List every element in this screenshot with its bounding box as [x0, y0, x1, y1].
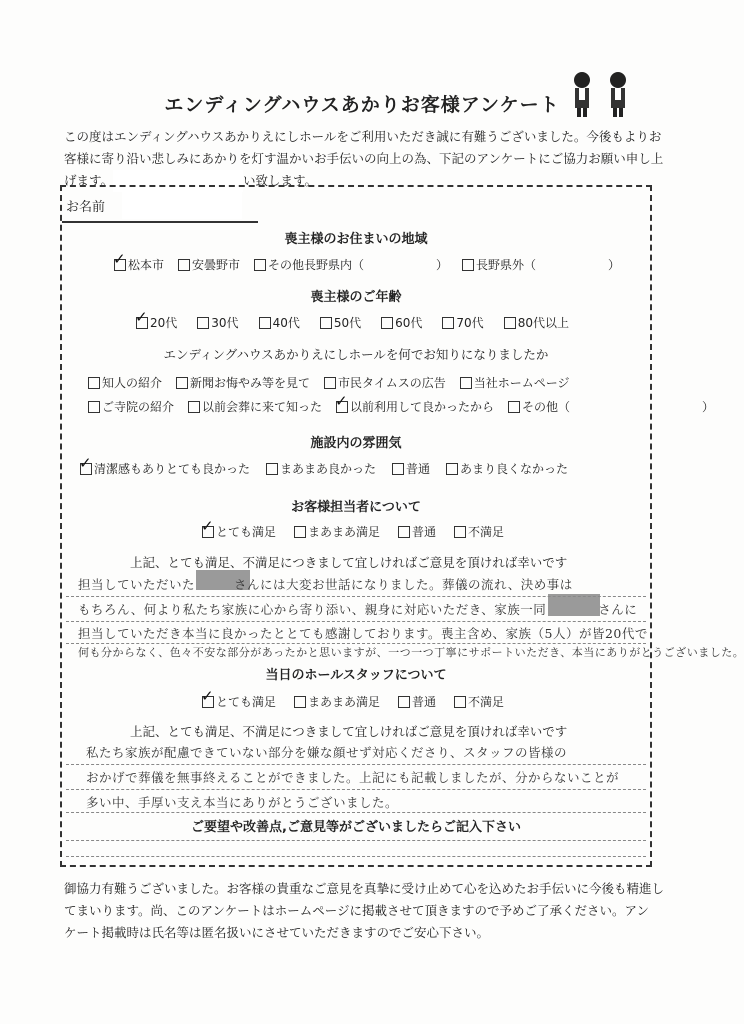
staff-comment-line: 何も分からなく、色々不安な部分があったかと思いますが、一つ一つ丁寧にサポートいただき、本当にありがとうございました。 — [78, 646, 744, 659]
source-option[interactable]: 知人の紹介 — [88, 374, 162, 391]
hall-options — [202, 693, 504, 710]
footer-line: 御協力有難うございました。お客様の貴重なご意見を真摯に受け止めて心を込めたお手伝いに今後も精進し — [64, 881, 665, 896]
line-rule — [66, 789, 646, 790]
intro-line: 客様に寄り沿い悲しみにあかりを灯す温かいお手伝いの向上の為、下記のアンケートにご協力お願い申し上 — [64, 151, 664, 166]
line-rule — [66, 812, 646, 813]
checkbox[interactable] — [259, 317, 271, 329]
source-option[interactable]: 以前会葬に来て知った — [188, 398, 322, 415]
checkbox[interactable] — [294, 526, 306, 538]
name-label: お名前 — [66, 200, 106, 215]
staff-comment-line: もちろん、何より私たち家族に心から寄り添い、親身に対応いただき、家族一同 さんに — [78, 602, 638, 617]
checkbox[interactable] — [454, 696, 466, 708]
checkbox[interactable] — [398, 526, 410, 538]
checkbox[interactable] — [188, 401, 200, 413]
staff-option[interactable]: 普通 — [398, 523, 436, 540]
checkbox[interactable] — [178, 259, 190, 271]
source-option[interactable]: 市民タイムスの広告 — [324, 374, 446, 391]
requests-heading: ご要望や改善点,ご意見等がございましたらご記入下さい — [191, 820, 521, 835]
line-rule — [66, 621, 646, 622]
hall-option[interactable]: 不満足 — [454, 693, 504, 710]
checkbox[interactable] — [381, 317, 393, 329]
age-heading: 喪主様のご年齢 — [310, 290, 402, 305]
page-title: エンディングハウスあかりお客様アンケート — [164, 94, 560, 116]
checkbox[interactable] — [508, 401, 520, 413]
checkbox[interactable] — [202, 526, 214, 538]
atmosphere-option[interactable]: まあまあ良かった — [266, 460, 376, 477]
age-option[interactable]: 50代 — [320, 314, 361, 331]
checkbox[interactable] — [88, 401, 100, 413]
checkbox[interactable] — [294, 696, 306, 708]
checkbox[interactable] — [336, 401, 348, 413]
checkbox[interactable] — [398, 696, 410, 708]
source-option[interactable]: ✓ 以前利用して良かったから — [336, 398, 494, 415]
checkbox[interactable] — [442, 317, 454, 329]
checkbox[interactable] — [462, 259, 474, 271]
source-heading: エンディングハウスあかりえにしホールを何でお知りになりましたか — [163, 347, 549, 362]
checkbox[interactable] — [392, 463, 404, 475]
source-options-row1 — [88, 374, 570, 391]
source-option[interactable]: ご寺院の紹介 — [88, 398, 174, 415]
footer-text — [64, 878, 664, 944]
source-option[interactable]: その他（ ） — [508, 398, 714, 415]
checkbox[interactable] — [446, 463, 458, 475]
checkbox[interactable] — [202, 696, 214, 708]
intro-text — [64, 126, 664, 192]
line-rule — [66, 764, 646, 765]
checkbox[interactable] — [197, 317, 209, 329]
region-option[interactable]: ✓ 松本市 — [114, 256, 164, 273]
hall-comment-line: おかげで葬儀を無事終えることができました。上記にも記載しましたが、分からないことが — [86, 770, 620, 785]
hall-option[interactable]: ✓ とても満足 — [202, 693, 276, 710]
checkbox[interactable] — [80, 463, 92, 475]
line-rule — [66, 596, 646, 597]
footer-line: ケート掲載時は氏名等は匿名扱いにさせていただきますのでご安心下さい。 — [64, 925, 490, 940]
checkbox[interactable] — [88, 377, 100, 389]
atmosphere-option[interactable]: 普通 — [392, 460, 430, 477]
atmosphere-heading: 施設内の雰囲気 — [310, 436, 402, 451]
hall-comment-line: 多い中、手厚い支え本当にありがとうございました。 — [86, 795, 399, 810]
footer-line: てまいります。尚、このアンケートはホームページに掲載させて頂きますので予めご了承ください。アン — [64, 903, 650, 918]
source-options-row2 — [88, 398, 714, 415]
staff-comment-line: 担当していただき本当に良かったととても感謝しております。喪主含め、家族（5人）が皆20代で — [78, 626, 648, 641]
source-option[interactable]: 新聞お悔やみ等を見て — [176, 374, 310, 391]
age-option[interactable]: 30代 — [197, 314, 238, 331]
staff-option[interactable]: 不満足 — [454, 523, 504, 540]
checkbox[interactable] — [266, 463, 278, 475]
age-option[interactable]: 40代 — [259, 314, 300, 331]
region-option[interactable]: 安曇野市 — [178, 256, 240, 273]
age-option[interactable]: 80代以上 — [504, 314, 569, 331]
age-options — [136, 314, 569, 331]
checkbox[interactable] — [454, 526, 466, 538]
age-option[interactable]: 70代 — [442, 314, 483, 331]
staff-prompt: 上記、とても満足、不満足につきまして宜しければご意見を頂ければ幸いです — [130, 555, 568, 570]
intro-line: い致します。 — [243, 173, 318, 188]
region-heading: 喪主様のお住まいの地域 — [284, 232, 428, 247]
line-rule — [66, 856, 646, 857]
staff-comment-line: 担当していただいた さんには大変お世話になりました。葬儀の流れ、決め事は — [78, 577, 573, 592]
hall-comment-line: 私たち家族が配慮できていない部分を嫌な顔せず対応くださり、スタッフの皆様の — [86, 745, 568, 760]
atmosphere-options — [80, 460, 568, 477]
staff-illustration-icon — [568, 70, 638, 118]
age-option[interactable]: ✓ 20代 — [136, 314, 177, 331]
staff-heading: お客様担当者について — [291, 500, 421, 515]
staff-option[interactable]: まあまあ満足 — [294, 523, 380, 540]
checkbox[interactable] — [114, 259, 126, 271]
hall-option[interactable]: 普通 — [398, 693, 436, 710]
staff-options — [202, 523, 504, 540]
staff-option[interactable]: ✓ とても満足 — [202, 523, 276, 540]
checkbox[interactable] — [320, 317, 332, 329]
source-option[interactable]: 当社ホームページ — [460, 374, 570, 391]
age-option[interactable]: 60代 — [381, 314, 422, 331]
intro-line: この度はエンディングハウスあかりえにしホールをご利用いただき誠に有難うございました。今後もよりお — [64, 129, 662, 144]
region-options — [114, 256, 620, 273]
checkbox[interactable] — [324, 377, 336, 389]
checkbox[interactable] — [460, 377, 472, 389]
hall-prompt: 上記、とても満足、不満足につきまして宜しければご意見を頂ければ幸いです — [130, 724, 568, 739]
atmosphere-option[interactable]: あまり良くなかった — [446, 460, 568, 477]
line-rule — [66, 840, 646, 841]
hall-heading: 当日のホールスタッフについて — [265, 668, 447, 683]
intro-line: げます。 — [64, 173, 114, 188]
name-redaction — [122, 189, 242, 219]
hall-option[interactable]: まあまあ満足 — [294, 693, 380, 710]
region-option[interactable]: 長野県外（ ） — [462, 256, 620, 273]
checkbox[interactable] — [176, 377, 188, 389]
checkbox[interactable] — [504, 317, 516, 329]
region-option[interactable]: その他長野県内（ ） — [254, 256, 448, 273]
atmosphere-option[interactable]: ✓ 清潔感もありとても良かった — [80, 460, 250, 477]
checkbox[interactable] — [254, 259, 266, 271]
checkbox[interactable] — [136, 317, 148, 329]
